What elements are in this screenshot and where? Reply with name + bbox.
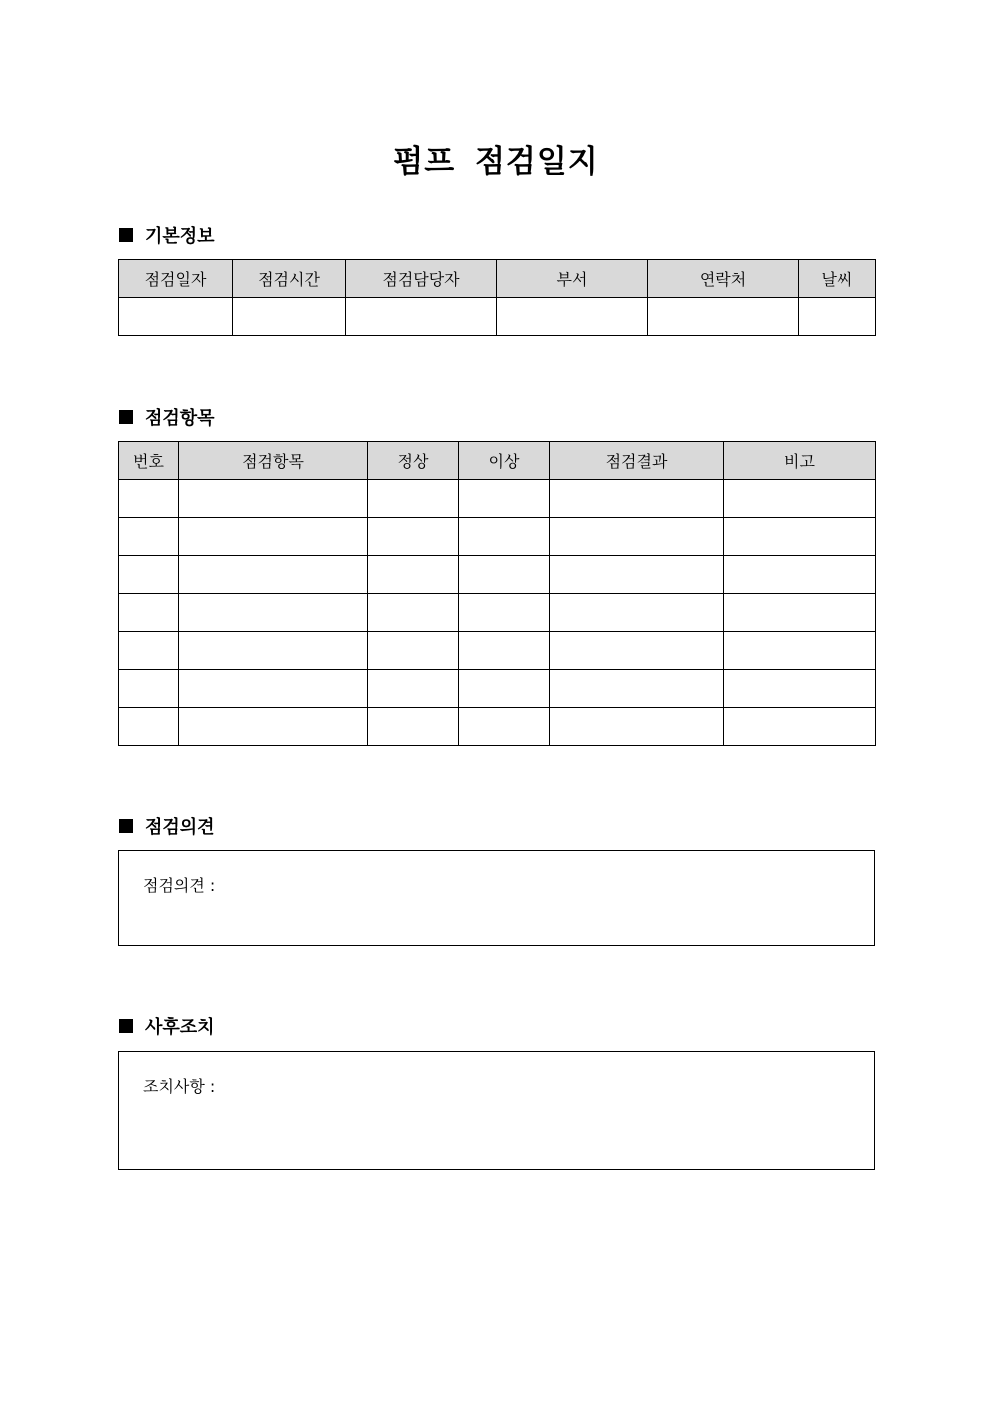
action-label: 조치사항 : — [143, 1077, 216, 1096]
result-cell[interactable] — [550, 518, 724, 556]
number-cell[interactable] — [119, 518, 179, 556]
table-row — [119, 670, 876, 708]
remarks-cell[interactable] — [724, 594, 876, 632]
action-box[interactable] — [118, 1051, 875, 1170]
normal-cell[interactable] — [368, 708, 459, 746]
opinion-label: 점검의견 : — [143, 876, 216, 895]
normal-cell[interactable] — [368, 480, 459, 518]
header-weather: 날씨 — [799, 260, 876, 298]
square-bullet-icon — [119, 410, 133, 424]
table-row — [119, 480, 876, 518]
table-row — [119, 708, 876, 746]
header-normal: 정상 — [368, 442, 459, 480]
result-cell[interactable] — [550, 556, 724, 594]
remarks-cell[interactable] — [724, 708, 876, 746]
section-heading-action — [119, 1014, 215, 1038]
abnormal-cell[interactable] — [459, 632, 550, 670]
square-bullet-icon — [119, 1019, 133, 1033]
abnormal-cell[interactable] — [459, 670, 550, 708]
header-inspector: 점검담당자 — [346, 260, 497, 298]
header-inspection-date: 점검일자 — [119, 260, 233, 298]
item-cell[interactable] — [179, 594, 368, 632]
remarks-cell[interactable] — [724, 632, 876, 670]
normal-cell[interactable] — [368, 556, 459, 594]
inspection-date-cell[interactable] — [119, 298, 233, 336]
remarks-cell[interactable] — [724, 556, 876, 594]
abnormal-cell[interactable] — [459, 556, 550, 594]
page-title: 펌프 점검일지 — [393, 144, 599, 180]
result-cell[interactable] — [550, 632, 724, 670]
square-bullet-icon — [119, 819, 133, 833]
table-row — [119, 518, 876, 556]
number-cell[interactable] — [119, 708, 179, 746]
remarks-cell[interactable] — [724, 480, 876, 518]
header-remarks: 비고 — [724, 442, 876, 480]
number-cell[interactable] — [119, 556, 179, 594]
remarks-cell[interactable] — [724, 518, 876, 556]
result-cell[interactable] — [550, 480, 724, 518]
table-row — [119, 632, 876, 670]
department-cell[interactable] — [497, 298, 648, 336]
number-cell[interactable] — [119, 480, 179, 518]
header-item: 점검항목 — [179, 442, 368, 480]
header-result: 점검결과 — [550, 442, 724, 480]
header-contact: 연락처 — [648, 260, 799, 298]
inspection-time-cell[interactable] — [233, 298, 346, 336]
abnormal-cell[interactable] — [459, 518, 550, 556]
result-cell[interactable] — [550, 708, 724, 746]
result-cell[interactable] — [550, 670, 724, 708]
normal-cell[interactable] — [368, 594, 459, 632]
abnormal-cell[interactable] — [459, 708, 550, 746]
inspector-cell[interactable] — [346, 298, 497, 336]
contact-cell[interactable] — [648, 298, 799, 336]
header-number: 번호 — [119, 442, 179, 480]
basic-info-table — [118, 259, 876, 336]
abnormal-cell[interactable] — [459, 594, 550, 632]
normal-cell[interactable] — [368, 518, 459, 556]
item-cell[interactable] — [179, 670, 368, 708]
number-cell[interactable] — [119, 594, 179, 632]
item-cell[interactable] — [179, 518, 368, 556]
item-cell[interactable] — [179, 556, 368, 594]
section-heading-basic-label: 기본정보 — [145, 226, 215, 247]
section-heading-basic — [119, 223, 215, 247]
number-cell[interactable] — [119, 670, 179, 708]
inspection-items-table — [118, 441, 876, 746]
result-cell[interactable] — [550, 594, 724, 632]
section-heading-opinion-label: 점검의견 — [145, 817, 215, 838]
item-cell[interactable] — [179, 632, 368, 670]
normal-cell[interactable] — [368, 670, 459, 708]
header-inspection-time: 점검시간 — [233, 260, 346, 298]
table-row — [119, 298, 876, 336]
table-row — [119, 594, 876, 632]
number-cell[interactable] — [119, 632, 179, 670]
section-heading-action-label: 사후조치 — [145, 1017, 215, 1038]
table-header-row — [119, 442, 876, 480]
normal-cell[interactable] — [368, 632, 459, 670]
square-bullet-icon — [119, 228, 133, 242]
table-row — [119, 556, 876, 594]
section-heading-opinion — [119, 814, 215, 838]
abnormal-cell[interactable] — [459, 480, 550, 518]
weather-cell[interactable] — [799, 298, 876, 336]
section-heading-items-label: 점검항목 — [145, 408, 215, 429]
remarks-cell[interactable] — [724, 670, 876, 708]
header-abnormal: 이상 — [459, 442, 550, 480]
opinion-box[interactable] — [118, 850, 875, 946]
item-cell[interactable] — [179, 480, 368, 518]
section-heading-items — [119, 405, 215, 429]
table-header-row — [119, 260, 876, 298]
item-cell[interactable] — [179, 708, 368, 746]
header-department: 부서 — [497, 260, 648, 298]
